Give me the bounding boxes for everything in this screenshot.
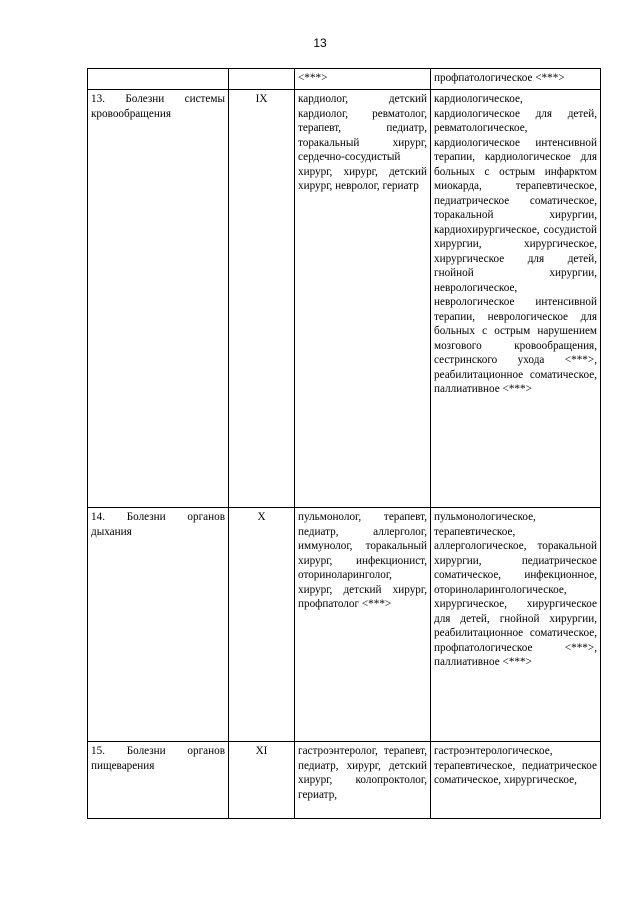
icd-class-cell (229, 69, 295, 90)
page-number: 13 (313, 36, 327, 50)
table-row (88, 69, 601, 90)
icd-class-cell: IX (229, 90, 295, 508)
disease-cell: 14. Болезни органов дыхания (88, 508, 229, 742)
disease-cell (88, 69, 229, 90)
icd-class-cell: XI (229, 742, 295, 819)
departments-cell: пульмонологическое, терапевтическое, аллергологическое, торакальной хирургии, педиатрическое соматическое, инфекционное, оториноларингологическое, хирургическое, хирургическое для детей, гнойной хирургии, реабилитационное соматическое, профпатологическое <***>, паллиативное <***> (431, 508, 601, 742)
specialists-cell: кардиолог, детский кардиолог, ревматолог, терапевт, педиатр, торакальный хирург, сердечно-сосудистый хирург, хирург, детский хирург, невролог, гериатр (295, 90, 431, 508)
table-row (88, 508, 601, 742)
table-row (88, 742, 601, 819)
specialists-cell: гастроэнтеролог, терапевт, педиатр, хирург, детский хирург, колопроктолог, гериатр, (295, 742, 431, 819)
disease-cell: 15. Болезни органов пищеварения (88, 742, 229, 819)
specialists-cell: пульмонолог, терапевт, педиатр, аллерголог, иммунолог, торакальный хирург, инфекционист, оториноларинголог, хирург, детский хирург, профпатолог <***> (295, 508, 431, 742)
disease-cell: 13. Болезни системы кровообращения (88, 90, 229, 508)
departments-cell: профпатологическое <***> (431, 69, 601, 90)
table-row (88, 90, 601, 508)
disease-profile-table (87, 68, 601, 819)
icd-class-cell: X (229, 508, 295, 742)
specialists-cell: <***> (295, 69, 431, 90)
departments-cell: гастроэнтерологическое, терапевтическое, педиатрическое соматическое, хирургическое, (431, 742, 601, 819)
departments-cell: кардиологическое, кардиологическое для детей, ревматологическое, кардиологическое интенсивной терапии, кардиологическое для больных с острым инфарктом миокарда, терапевтическое, педиатрическое соматическое, торакальной хирургии, кардиохирургическое, сосудистой хирургии, хирургическое, хирургическое для детей, гнойной хирургии, неврологическое, неврологическое интенсивной терапии, неврологическое для больных с острым нарушением мозгового кровообращения, сестринского ухода <***>, реабилитационное соматическое, паллиативное <***> (431, 90, 601, 508)
